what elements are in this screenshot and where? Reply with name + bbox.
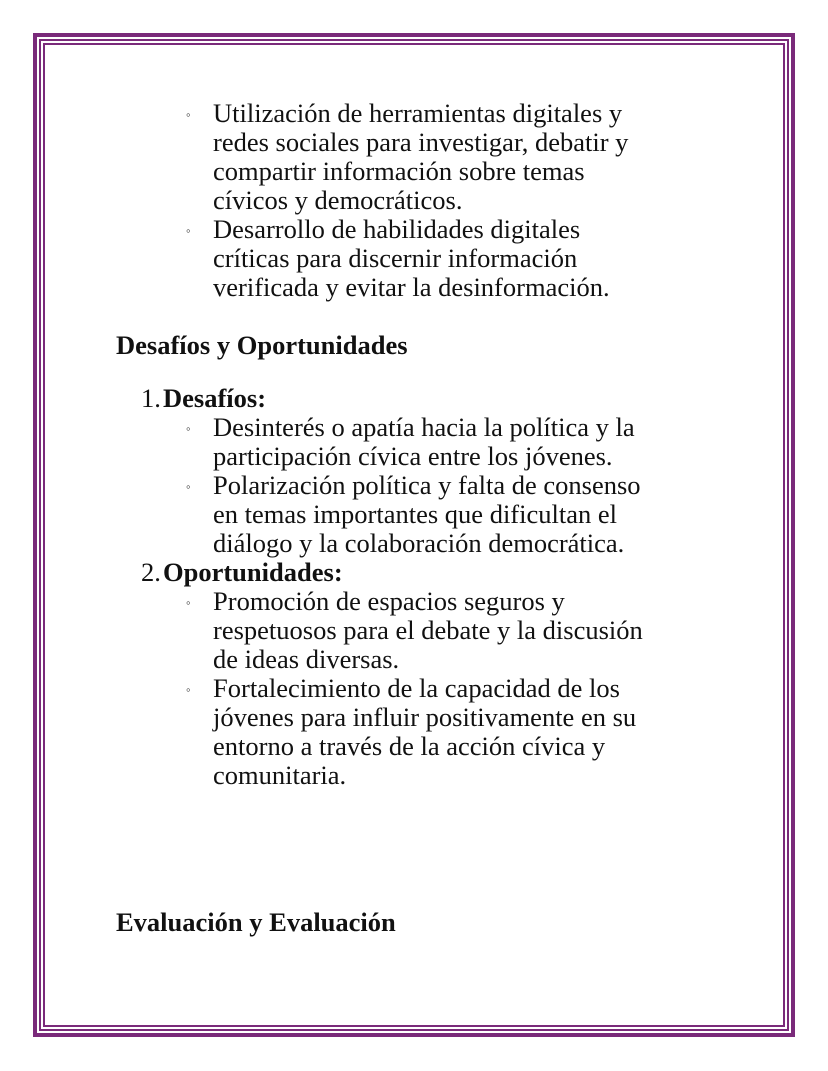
- section-heading: Desafíos y Oportunidades: [116, 330, 408, 360]
- list-item-text: entorno a través de la acción cívica y: [213, 731, 606, 761]
- list-item-text: redes sociales para investigar, debatir y: [213, 127, 629, 157]
- list-item-label: Desafíos:: [163, 383, 267, 413]
- list-item-text: Fortalecimiento de la capacidad de los: [213, 673, 620, 703]
- list-item-label: Oportunidades:: [163, 557, 343, 587]
- list-item-text: jóvenes para influir positivamente en su: [213, 702, 637, 732]
- list-item-text: Desarrollo de habilidades digitales: [213, 214, 581, 244]
- list-number: 1.: [141, 383, 161, 413]
- list-item-text: diálogo y la colaboración democrática.: [213, 528, 625, 558]
- list-item-text: cívicos y democráticos.: [213, 185, 463, 215]
- bullet-icon: ◦: [186, 223, 191, 238]
- list-item-text: comunitaria.: [213, 760, 347, 790]
- list-item-text: críticas para discernir información: [213, 243, 578, 273]
- list-item-text: compartir información sobre temas: [213, 156, 585, 186]
- bullet-icon: ◦: [186, 479, 191, 494]
- list-item-text: respetuosos para el debate y la discusión: [213, 615, 643, 645]
- list-item-text: Promoción de espacios seguros y: [213, 586, 565, 616]
- list-item-text: de ideas diversas.: [213, 644, 400, 674]
- bullet-icon: ◦: [186, 107, 191, 122]
- bullet-icon: ◦: [186, 421, 191, 436]
- bullet-icon: ◦: [186, 682, 191, 697]
- list-item-text: verificada y evitar la desinformación.: [213, 272, 610, 302]
- section-heading: Evaluación y Evaluación: [116, 907, 396, 937]
- list-item-text: en temas importantes que dificultan el: [213, 499, 617, 529]
- list-item-text: Desinterés o apatía hacia la política y la: [213, 412, 635, 442]
- list-item-text: participación cívica entre los jóvenes.: [213, 441, 613, 471]
- list-item-text: Polarización política y falta de consenso: [213, 470, 641, 500]
- bullet-icon: ◦: [186, 595, 191, 610]
- list-number: 2.: [141, 557, 161, 587]
- list-item-text: Utilización de herramientas digitales y: [213, 98, 623, 128]
